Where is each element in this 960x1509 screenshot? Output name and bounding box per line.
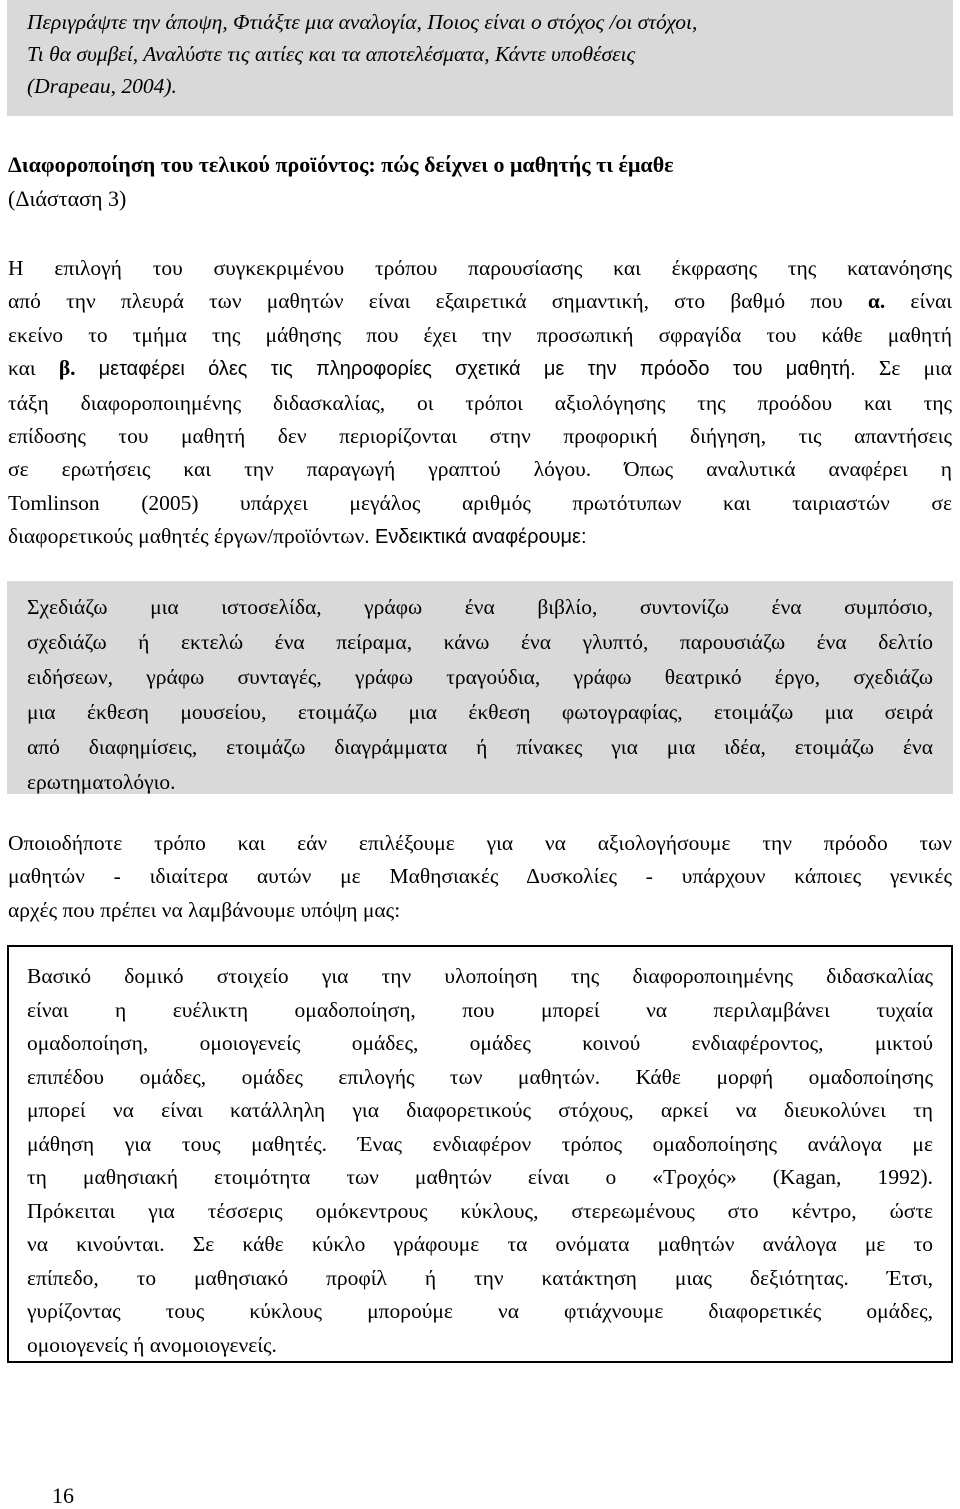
heading-line: (Διάσταση 3) (8, 186, 127, 211)
text-run: διαφορετικούς μαθητές έργων/προϊόντων. (8, 524, 370, 549)
text-line: σχεδιάζω ή εκτελώ ένα πείραμα, κάνω ένα γλυπτό, παρουσιάζω ένα δελτίο (27, 630, 933, 654)
text-line: αρχές που πρέπει να λαμβάνουμε υπόψη μας: (8, 897, 401, 922)
text-line: Βασικό δομικό στοιχείο για την υλοποίηση της διαφοροποιημένης διδασκαλίας (27, 964, 933, 988)
text-run-sans: Ενδεικτικά αναφέρουμε: (375, 526, 587, 549)
text-line (8, 285, 952, 318)
section-heading (8, 148, 952, 216)
text-line: επίδοσης του μαθητή δεν περιορίζονται στην προφορική διήγηση, τις απαντήσεις (8, 424, 952, 449)
text-line: μπορεί να είναι κατάλληλη για διαφορετικούς στόχους, αρκεί να διευκολύνει τη (27, 1098, 933, 1122)
text-line: Πρόκειται για τέσσερις ομόκεντρους κύκλους, στερεωμένους στο κέντρο, ώστε (27, 1198, 933, 1223)
text-run: Σε μια (878, 356, 953, 381)
text-line (8, 520, 952, 554)
text-line: τάξη διαφοροποιημένης διδασκαλίας, οι τρόποι αξιολόγησης της προόδου και της (8, 390, 952, 415)
text-line: τη μαθησιακή ετοιμότητα των μαθητών είναι ο «Τροχός» (Kagan, 1992). (27, 1165, 933, 1189)
highlight-box-strategies (7, 0, 953, 116)
text-line: Οποιοδήποτε τρόπο και εάν επιλέξουμε για να αξιολογήσουμε την πρόοδο των (8, 831, 952, 855)
page-number: 16 (52, 1483, 74, 1508)
text-line: Τι θα συμβεί, Αναλύστε τις αιτίες και τα αποτελέσματα, Κάντε υποθέσεις (27, 42, 636, 66)
text-run-bold: β. (58, 356, 76, 381)
text-line: να κινούνται. Σε κάθε κύκλο γράφουμε τα ονόματα μαθητών ανάλογα με το (27, 1232, 933, 1256)
text-line (8, 352, 952, 386)
text-run: από την πλευρά των μαθητών είναι εξαιρετικά σημαντική, στο βαθμό που (8, 289, 843, 314)
text-line: ερωτηματολόγιο. (27, 770, 176, 794)
grouping-box (7, 945, 953, 1363)
text-line: επίπεδο, το μαθησιακό προφίλ ή την κατάκτηση μιας δεξιότητας. Έτσι, (27, 1265, 933, 1290)
text-line: μάθηση για τους μαθητές. Ένας ενδιαφέρον τρόπος ομαδοποίησης ανάλογα με (27, 1131, 933, 1156)
text-line: μια έκθεση μουσείου, ετοιμάζω μια έκθεση φωτογραφίας, ετοιμάζω μια σειρά (27, 700, 933, 724)
text-line: είναι η ευέλικτη ομαδοποίηση, που μπορεί να περιλαμβάνει τυχαία (27, 997, 933, 1022)
text-line: ειδήσεων, γράφω συνταγές, γράφω τραγούδια, γράφω θεατρικό έργο, σχεδιάζω (27, 665, 933, 689)
text-line: Η επιλογή του συγκεκριμένου τρόπου παρουσίασης και έκφρασης της κατανόησης (8, 256, 952, 280)
text-line: από διαφημίσεις, ετοιμάζω διαγράμματα ή πίνακες για μια ιδέα, ετοιμάζω ένα (27, 735, 933, 759)
examples-box (7, 581, 953, 794)
text-line: Tomlinson (2005) υπάρχει μεγάλος αριθμός πρωτότυπων και ταιριαστών σε (8, 490, 952, 515)
text-line: Σχεδιάζω μια ιστοσελίδα, γράφω ένα βιβλίο, συντονίζω ένα συμπόσιο, (27, 595, 933, 619)
text-run: είναι (910, 289, 953, 314)
text-line: γυρίζοντας τους κύκλους μπορούμε να φτιάχνουμε διαφορετικές ομάδες, (27, 1299, 933, 1323)
text-line: σε ερωτήσεις και την παραγωγή γραπτού λόγου. Όπως αναλυτικά αναφέρει η (8, 457, 952, 482)
text-line: εκείνο το τμήμα της μάθησης που έχει την προσωπική σφραγίδα του κάθε μαθητή (8, 322, 952, 347)
text-line: ομαδοποίηση, ομοιογενείς ομάδες, ομάδες κοινού ενδιαφέροντος, μικτού (27, 1031, 933, 1055)
paragraph-assessment-principles (8, 827, 952, 927)
text-line: μαθητών - ιδιαίτερα αυτών με Μαθησιακές Δυσκολίες - υπάρχουν κάποιες γενικές (8, 864, 952, 889)
text-line: (Drapeau, 2004). (27, 74, 177, 98)
text-line: επιπέδου ομάδες, ομάδες επιλογής των μαθητών. Κάθε μορφή ομαδοποίησης (27, 1064, 933, 1089)
paragraph-product-differentiation (8, 252, 952, 555)
text-line: ομοιογενείς ή ανομοιογενείς. (27, 1332, 277, 1357)
text-run-sans: μεταφέρει όλες τις πληροφορίες σχετικά με την πρόοδο του μαθητή. (98, 358, 856, 381)
text-run-bold: α. (867, 289, 886, 314)
text-line: Περιγράψτε την άποψη, Φτιάξτε μια αναλογία, Ποιος είναι ο στόχος /οι στόχοι, (27, 10, 698, 34)
text-run: και (8, 356, 36, 381)
heading-line: Διαφοροποίηση του τελικού προϊόντος: πώς δείχνει ο μαθητής τι έμαθε (8, 152, 674, 177)
